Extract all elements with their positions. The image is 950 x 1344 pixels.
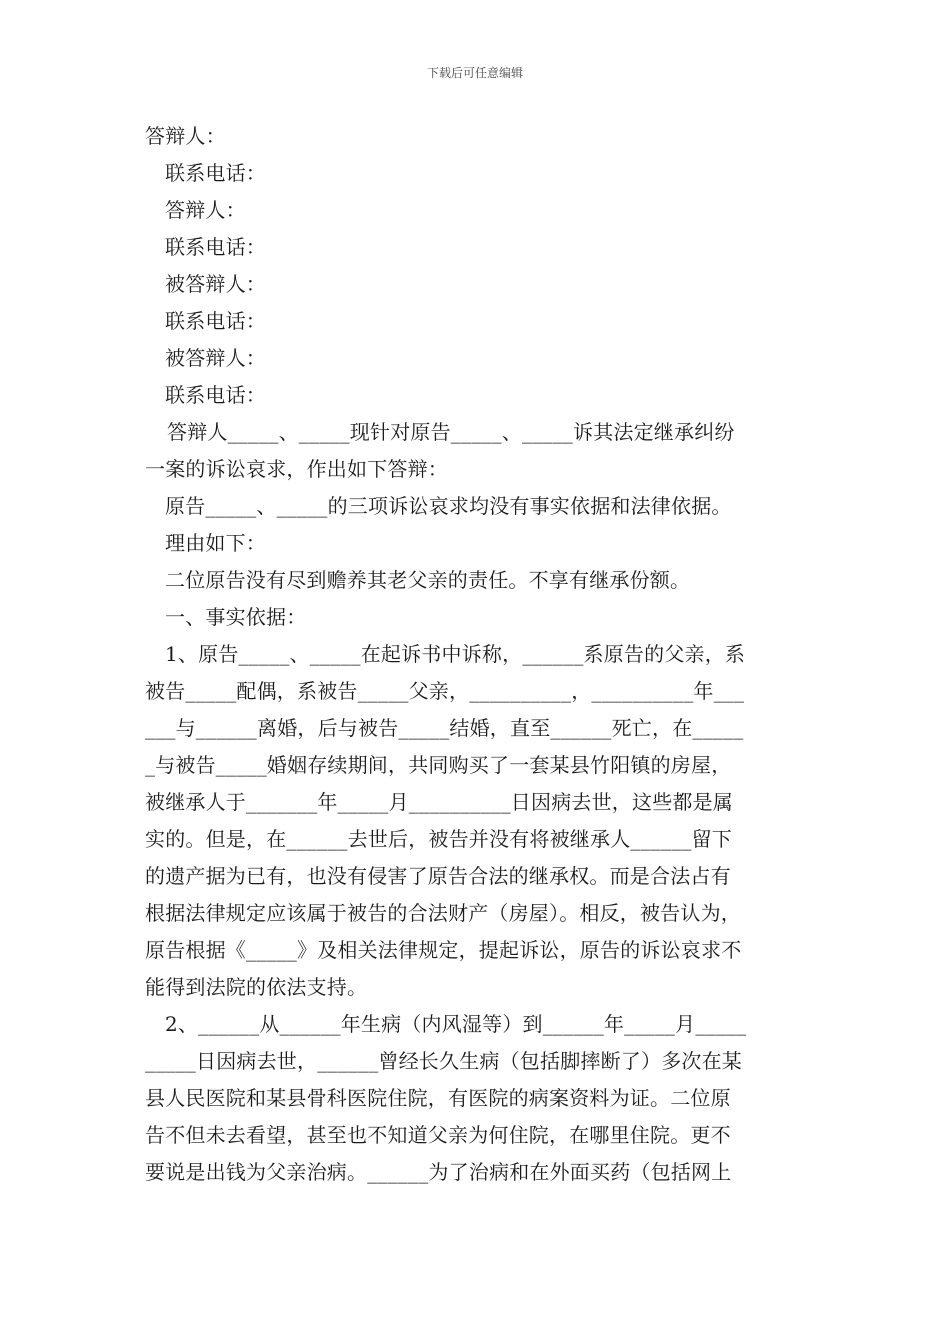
paragraph-1-line: 被告_____配偶，系被告_____父亲，__________，__________年___ bbox=[145, 679, 745, 703]
paragraph-1-line: 原告根据《_____》及相关法律规定，提起诉讼，原告的诉讼哀求不 bbox=[145, 938, 742, 962]
phone-label-4: 联系电话： bbox=[165, 383, 266, 407]
respondent-label-2: 答辩人： bbox=[165, 198, 246, 222]
paragraph-2-line: 2、______从______年生病（内风湿等）到______年_____月_____ bbox=[165, 1012, 747, 1036]
paragraph-2-line: 告不但未去看望，甚至也不知道父亲为何住院，在哪里住院。更不 bbox=[145, 1123, 731, 1147]
phone-label-1: 联系电话： bbox=[165, 161, 266, 185]
paragraph-1-line: ___与______离婚，后与被告_____结婚，直至______死亡，在_____ bbox=[145, 716, 744, 740]
section-heading-facts: 一、事实依据： bbox=[165, 605, 307, 629]
reasons-heading: 理由如下： bbox=[165, 531, 266, 555]
summary-statement: 二位原告没有尽到赡养其老父亲的责任。不享有继承份额。 bbox=[165, 568, 691, 592]
paragraph-1-line: 1、原告_____、_____在起诉书中诉称，______系原告的父亲，系 bbox=[165, 642, 746, 666]
document-body bbox=[145, 118, 805, 1191]
intro-paragraph-line: 一案的诉讼哀求，作出如下答辩： bbox=[145, 457, 448, 481]
respondent-label-1: 答辩人： bbox=[145, 124, 226, 148]
paragraph-2-line: _____日因病去世，______曾经长久生病（包括脚摔断了）多次在某 bbox=[145, 1049, 742, 1073]
intro-paragraph-line: 答辩人_____、_____现针对原告_____、_____诉其法定继承纠纷 bbox=[167, 420, 735, 444]
paragraph-1-line: 被继承人于_______年_____月__________日因病去世，这些都是属 bbox=[145, 790, 733, 814]
paragraph-2-line: 要说是出钱为父亲治病。______为了治病和在外面买药（包括网上 bbox=[145, 1160, 732, 1184]
appellee-label-2: 被答辩人： bbox=[165, 346, 266, 370]
phone-label-3: 联系电话： bbox=[165, 309, 266, 333]
appellee-label-1: 被答辩人： bbox=[165, 272, 266, 296]
paragraph-1-line: 根据法律规定应该属于被告的合法财产（房屋）。相反，被告认为， bbox=[145, 901, 741, 925]
paragraph-1-line: _与被告_____婚姻存续期间，共同购买了一套某县竹阳镇的房屋， bbox=[145, 753, 732, 777]
paragraph-1-line: 的遗产据为已有，也没有侵害了原告合法的继承权。而是合法占有 bbox=[145, 864, 731, 888]
paragraph-1-line: 实的。但是，在______去世后，被告并没有将被继承人______留下 bbox=[145, 827, 732, 851]
paragraph-1-line: 能得到法院的依法支持。 bbox=[145, 975, 368, 999]
paragraph-2-line: 县人民医院和某县骨科医院住院，有医院的病案资料为证。二位原 bbox=[145, 1086, 731, 1110]
claim-statement: 原告_____、_____的三项诉讼哀求均没有事实依据和法律依据。 bbox=[165, 494, 732, 518]
page-header: 下载后可任意编辑 bbox=[426, 66, 523, 80]
phone-label-2: 联系电话： bbox=[165, 235, 266, 259]
